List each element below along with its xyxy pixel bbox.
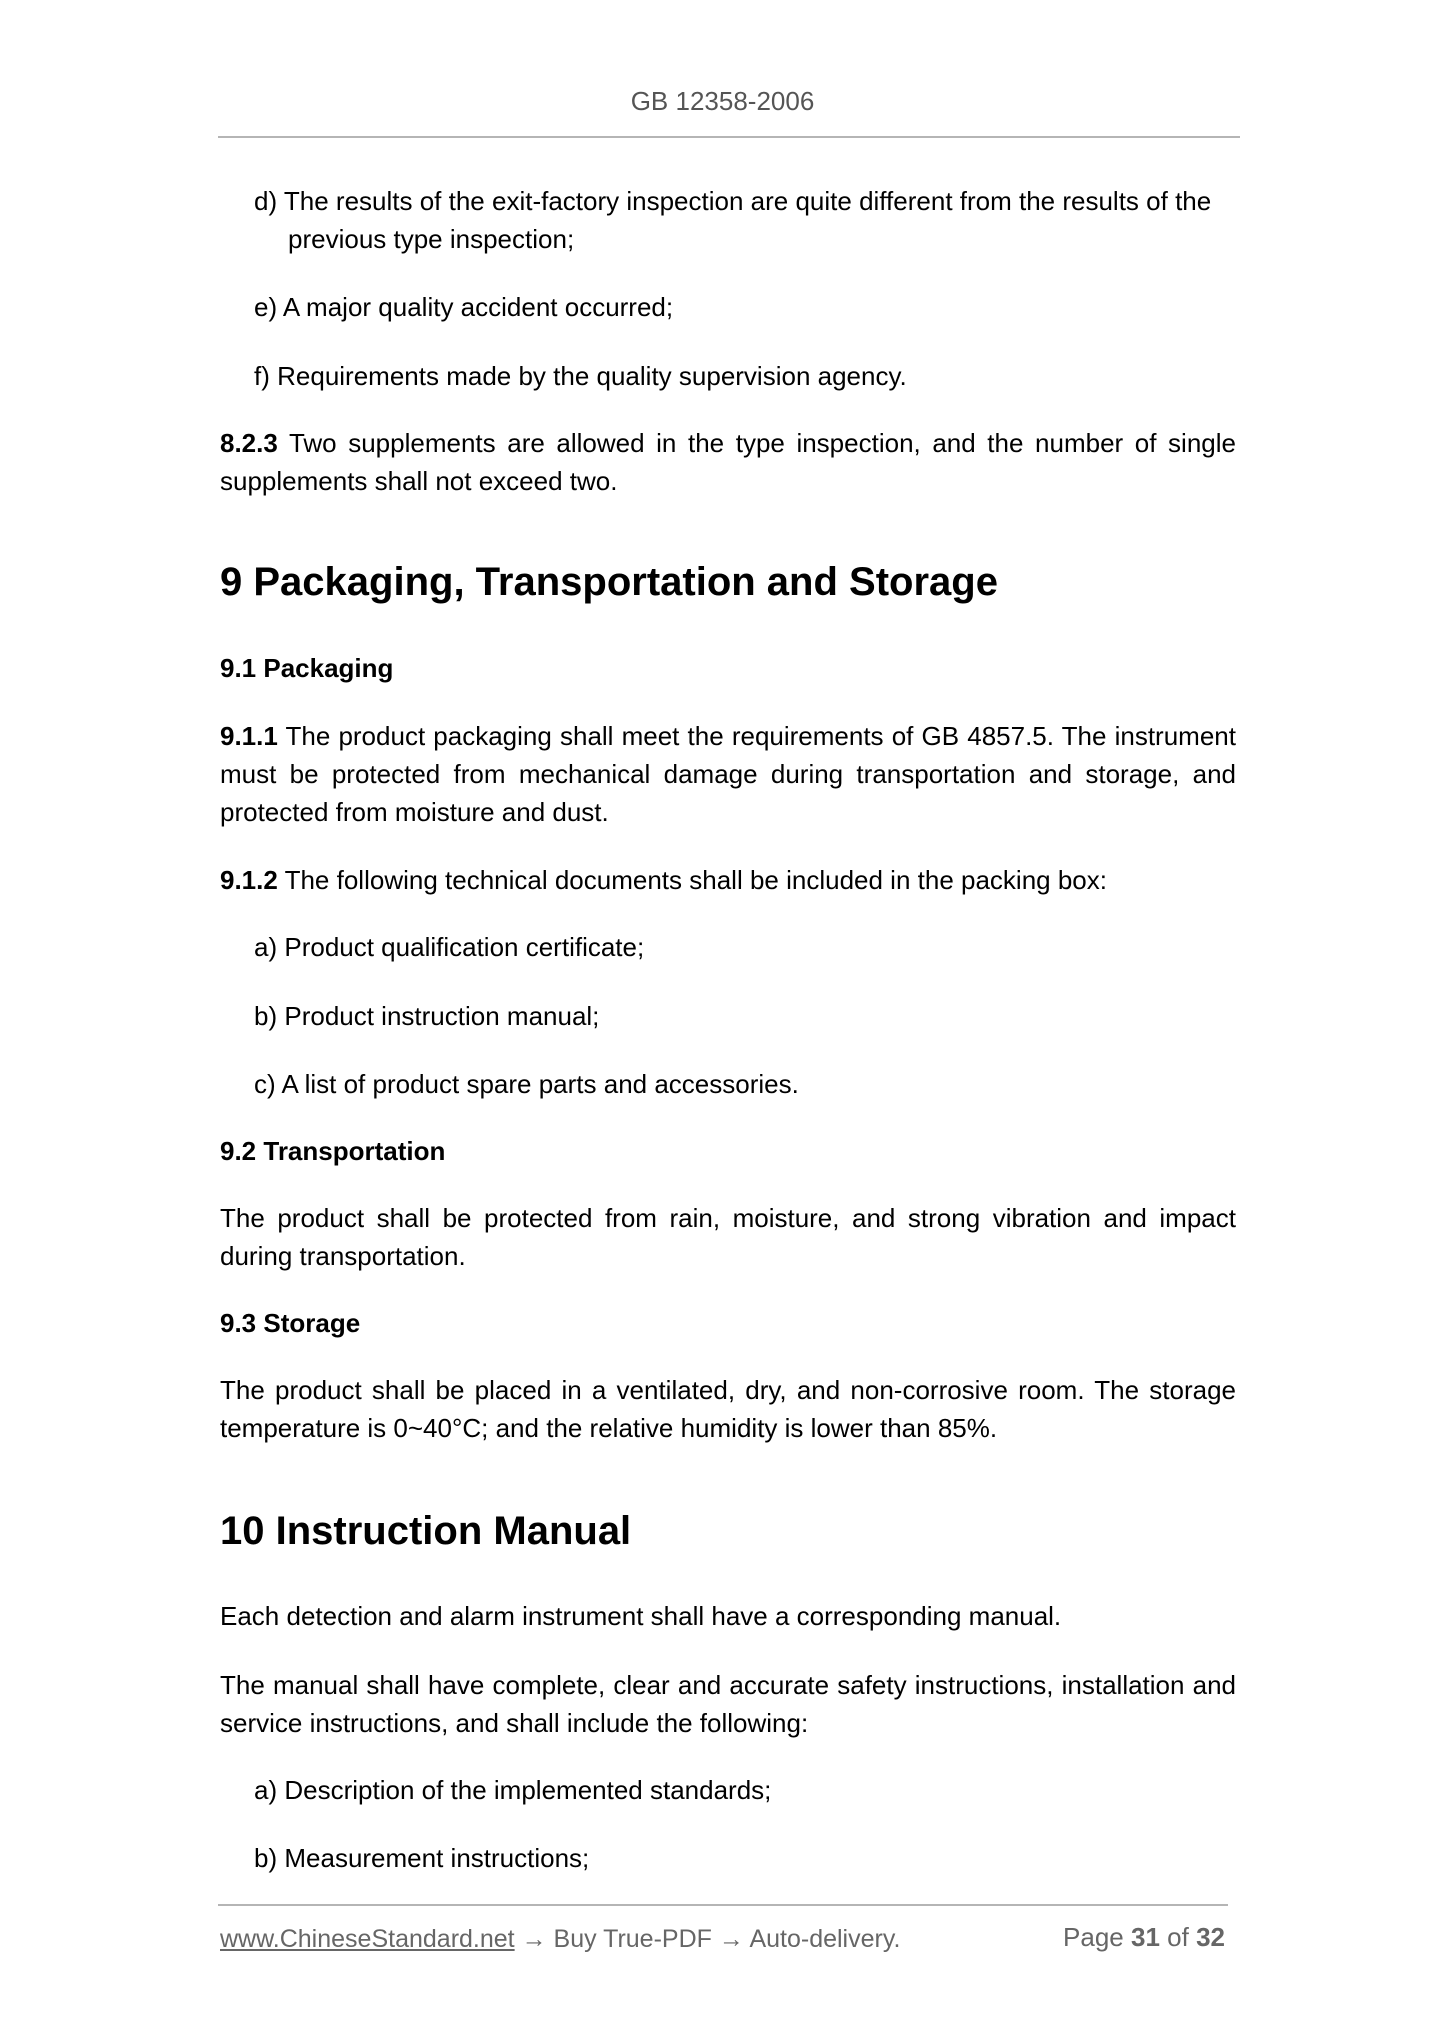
list-item-e bbox=[254, 288, 673, 326]
item-text: A major quality accident occurred; bbox=[282, 292, 674, 322]
item-label: a) bbox=[254, 932, 278, 962]
item-label: d) bbox=[254, 186, 278, 216]
item-label: a) bbox=[254, 1775, 278, 1805]
clause-number: 9.1.2 bbox=[220, 865, 278, 895]
footer-rule bbox=[218, 1904, 1228, 1906]
clause-number: 8.2.3 bbox=[220, 428, 278, 458]
item-text: The results of the exit-factory inspection are quite different from the results of the bbox=[283, 186, 1212, 216]
clause-text: The following technical documents shall be included in the packing box: bbox=[284, 865, 1107, 895]
manual-paragraph-1: Each detection and alarm instrument shall have a corresponding manual. bbox=[220, 1601, 1062, 1631]
footer-promo bbox=[220, 1925, 900, 1954]
buy-pdf-text: Buy True-PDF bbox=[553, 1925, 712, 1953]
item-label: c) bbox=[254, 1069, 276, 1099]
section-10-heading: 10 Instruction Manual bbox=[220, 1509, 632, 1553]
current-page: 31 bbox=[1131, 1922, 1160, 1952]
list-item-c bbox=[254, 1065, 799, 1103]
clause-9-1-1 bbox=[220, 717, 1236, 831]
item-text: Requirements made by the quality supervision agency. bbox=[277, 361, 907, 391]
storage-paragraph: The product shall be placed in a ventilated, dry, and non-corrosive room. The storage temperature is 0~40°C; and the relative humidity is lower than 85%. bbox=[220, 1375, 1236, 1443]
list-item-b bbox=[254, 1839, 589, 1877]
item-label: b) bbox=[254, 1843, 278, 1873]
arrow-right-icon: → bbox=[521, 1925, 547, 1953]
clause-text: The product packaging shall meet the requirements of GB 4857.5. The instrument must be protected from mechanical damage during transportation and storage, and protected from moisture and dust. bbox=[220, 721, 1236, 827]
item-label: b) bbox=[254, 1001, 278, 1031]
page-label: Page bbox=[1063, 1922, 1124, 1952]
subsection-9-3-heading: 9.3 Storage bbox=[220, 1308, 361, 1338]
clause-number: 9.1.1 bbox=[220, 721, 278, 751]
subsection-9-1-heading: 9.1 Packaging bbox=[220, 653, 394, 683]
item-text: A list of product spare parts and accessories. bbox=[281, 1069, 799, 1099]
header-rule bbox=[218, 136, 1240, 138]
auto-delivery-text: Auto-delivery. bbox=[749, 1925, 901, 1953]
item-text: Product instruction manual; bbox=[284, 1001, 600, 1031]
website-link[interactable]: www.ChineseStandard.net bbox=[220, 1925, 515, 1953]
page-number bbox=[1063, 1922, 1225, 1953]
item-text: Measurement instructions; bbox=[284, 1843, 590, 1873]
item-text: Product qualification certificate; bbox=[284, 932, 645, 962]
section-9-heading: 9 Packaging, Transportation and Storage bbox=[220, 560, 998, 604]
of-label: of bbox=[1167, 1922, 1189, 1952]
clause-8-2-3 bbox=[220, 424, 1236, 500]
transportation-paragraph: The product shall be protected from rain, moisture, and strong vibration and impact during transportation. bbox=[220, 1203, 1236, 1271]
manual-paragraph-2: The manual shall have complete, clear and accurate safety instructions, installation and service instructions, and shall include the following: bbox=[220, 1670, 1236, 1738]
document-id-header: GB 12358-2006 bbox=[630, 86, 815, 116]
subsection-9-2-heading: 9.2 Transportation bbox=[220, 1136, 446, 1166]
arrow-right-icon: → bbox=[718, 1925, 744, 1953]
list-item-b bbox=[254, 997, 599, 1035]
list-item-f bbox=[254, 357, 907, 395]
clause-9-1-2 bbox=[220, 861, 1236, 899]
list-item-a bbox=[254, 1771, 771, 1809]
list-item-d bbox=[254, 182, 1236, 258]
total-pages: 32 bbox=[1196, 1922, 1225, 1952]
item-text-continuation: previous type inspection; bbox=[288, 224, 575, 254]
item-text: Description of the implemented standards; bbox=[284, 1775, 772, 1805]
item-label: e) bbox=[254, 292, 278, 322]
list-item-a bbox=[254, 928, 644, 966]
item-label: f) bbox=[254, 361, 270, 391]
clause-text: Two supplements are allowed in the type inspection, and the number of single supplements shall not exceed two. bbox=[220, 428, 1236, 496]
